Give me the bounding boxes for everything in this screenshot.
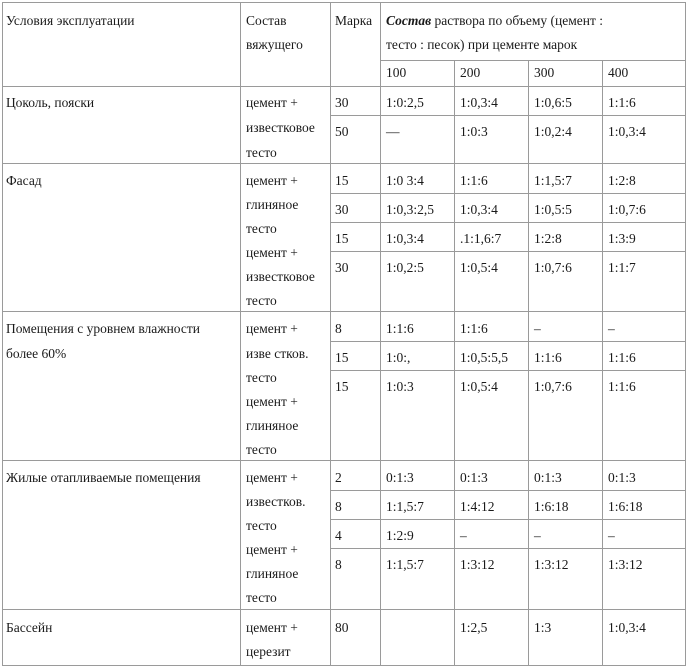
binder-line: тесто <box>246 221 277 236</box>
ratio-cell: – <box>534 528 541 543</box>
binder-line: тесто <box>246 442 277 457</box>
binder-line: цемент + <box>246 321 298 336</box>
ratio-cell: 1:0,5:4 <box>460 260 498 275</box>
row-divider <box>2 86 686 87</box>
condition-facade: Фасад <box>6 173 42 188</box>
header-grade: Марка <box>335 13 373 28</box>
binder-line: известковое <box>246 120 315 135</box>
ratio-cell: 1:2:8 <box>608 173 636 188</box>
grade-cell: 15 <box>335 173 349 188</box>
ratio-cell: – <box>608 528 615 543</box>
ratio-cell: 1:2:9 <box>386 528 414 543</box>
header-composition <box>386 13 603 29</box>
header-cement-grade-200: 200 <box>460 65 481 80</box>
group-divider <box>2 163 686 164</box>
header-cement-grade-400: 400 <box>608 65 629 80</box>
ratio-cell: 0:1:3 <box>386 470 414 485</box>
condition-humid-rooms: Помещения с уровнем влажности <box>6 321 201 336</box>
row-divider <box>330 251 686 252</box>
ratio-cell: 1:3:12 <box>608 557 643 572</box>
binder-line: глиняное <box>246 566 299 581</box>
binder-line: цемент + <box>246 245 298 260</box>
ratio-cell: 0:1:3 <box>460 470 488 485</box>
binder-line: цемент + <box>246 620 298 635</box>
binder-line: церезит <box>246 644 291 659</box>
header-composition-emphasis: Состав <box>386 13 432 28</box>
ratio-cell: 1:3:12 <box>460 557 495 572</box>
grade-cell: 4 <box>335 528 342 543</box>
group-divider <box>2 311 686 312</box>
row-divider <box>330 370 686 371</box>
table-border-bottom <box>2 665 686 666</box>
ratio-cell: 1:4:12 <box>460 499 495 514</box>
binder-line: известков. <box>246 494 306 509</box>
binder-line: цемент + <box>246 95 298 110</box>
row-divider <box>330 115 686 116</box>
ratio-cell: — <box>386 124 400 139</box>
binder-line: тесто <box>246 293 277 308</box>
column-divider <box>528 60 529 666</box>
ratio-cell: 1:3:9 <box>608 231 636 246</box>
ratio-cell: 1:1:6 <box>386 321 414 336</box>
binder-line: тесто <box>246 590 277 605</box>
grade-cell: 30 <box>335 260 349 275</box>
ratio-cell: 1:0:3 <box>386 379 414 394</box>
ratio-cell: 1:0 3:4 <box>386 173 424 188</box>
ratio-cell: 1:0,7:6 <box>534 260 572 275</box>
column-divider <box>602 60 603 666</box>
grade-cell: 80 <box>335 620 349 635</box>
grade-cell: 30 <box>335 202 349 217</box>
ratio-cell: 1:3:12 <box>534 557 569 572</box>
grade-cell: 50 <box>335 124 349 139</box>
header-cement-grade-100: 100 <box>386 65 407 80</box>
header-conditions: Условия эксплуатации <box>6 13 135 28</box>
ratio-cell: 1:0,6:5 <box>534 95 572 110</box>
column-divider <box>240 2 241 666</box>
row-divider <box>330 193 686 194</box>
row-divider <box>330 519 686 520</box>
ratio-cell: 1:0,2:5 <box>386 260 424 275</box>
ratio-cell: 1:0,3:4 <box>608 620 646 635</box>
binder-line: цемент + <box>246 542 298 557</box>
column-divider <box>330 2 331 666</box>
ratio-cell: 1:2,5 <box>460 620 488 635</box>
ratio-cell: 1:1:6 <box>608 95 636 110</box>
header-binder-line-1: Состав <box>246 13 287 28</box>
grade-cell: 8 <box>335 499 342 514</box>
grade-cell: 2 <box>335 470 342 485</box>
grade-cell: 15 <box>335 350 349 365</box>
ratio-cell: 0:1:3 <box>534 470 562 485</box>
grade-cell: 8 <box>335 557 342 572</box>
ratio-cell: 1:1:6 <box>608 379 636 394</box>
ratio-cell: 1:1:7 <box>608 260 636 275</box>
row-divider <box>330 222 686 223</box>
ratio-cell: 1:1:6 <box>534 350 562 365</box>
binder-line: глиняное <box>246 418 299 433</box>
condition-heated-living: Жилые отапливаемые помещения <box>6 470 201 485</box>
ratio-cell: 1:1,5:7 <box>386 499 424 514</box>
ratio-cell: 1:1:6 <box>608 350 636 365</box>
column-divider <box>380 2 381 666</box>
binder-line: цемент + <box>246 470 298 485</box>
ratio-cell: 1:6:18 <box>608 499 643 514</box>
ratio-cell: 1:2:8 <box>534 231 562 246</box>
ratio-cell: 1:0,5:5 <box>534 202 572 217</box>
ratio-cell: 1:0,5:5,5 <box>460 350 509 365</box>
ratio-cell: 0:1:3 <box>608 470 636 485</box>
ratio-cell: 1:0,5:4 <box>460 379 498 394</box>
ratio-cell: 1:0,3:4 <box>386 231 424 246</box>
ratio-cell: – <box>534 321 541 336</box>
ratio-cell: 1:1:6 <box>460 321 488 336</box>
ratio-cell: 1:0,3:4 <box>460 95 498 110</box>
header-composition-rest: раствора по объему (цемент : <box>431 13 604 28</box>
ratio-cell: .1:1,6:7 <box>460 231 502 246</box>
ratio-cell: 1:1,5:7 <box>386 557 424 572</box>
ratio-cell: 1:3 <box>534 620 552 635</box>
binder-line: цемент + <box>246 394 298 409</box>
binder-line: цемент + <box>246 173 298 188</box>
ratio-cell: 1:0,3:4 <box>608 124 646 139</box>
binder-line: тесто <box>246 370 277 385</box>
ratio-cell: 1:1:6 <box>460 173 488 188</box>
ratio-cell: 1:0:, <box>386 350 411 365</box>
header-cement-grade-300: 300 <box>534 65 555 80</box>
row-divider <box>330 548 686 549</box>
condition-plinth: Цоколь, пояски <box>6 95 95 110</box>
row-divider <box>330 341 686 342</box>
condition-pool: Бассейн <box>6 620 53 635</box>
binder-line: тесто <box>246 518 277 533</box>
row-divider <box>380 60 686 61</box>
table-border-top <box>2 2 686 3</box>
column-divider <box>454 60 455 666</box>
grade-cell: 30 <box>335 95 349 110</box>
ratio-cell: 1:0:2,5 <box>386 95 424 110</box>
grade-cell: 8 <box>335 321 342 336</box>
binder-line: глиняное <box>246 197 299 212</box>
grade-cell: 15 <box>335 231 349 246</box>
group-divider <box>2 460 686 461</box>
header-composition-line-2: тесто : песок) при цементе марок <box>386 37 578 52</box>
ratio-cell: 1:6:18 <box>534 499 569 514</box>
binder-line: изве стков. <box>246 346 309 361</box>
binder-line: тесто <box>246 145 277 160</box>
table-border-right <box>685 2 686 666</box>
binder-line: известковое <box>246 269 315 284</box>
ratio-cell: – <box>608 321 615 336</box>
ratio-cell: 1:0:3 <box>460 124 488 139</box>
ratio-cell: 1:0,7:6 <box>534 379 572 394</box>
grade-cell: 15 <box>335 379 349 394</box>
ratio-cell: – <box>460 528 467 543</box>
condition-humid-rooms-line-2: более 60% <box>6 346 67 361</box>
row-divider <box>330 490 686 491</box>
ratio-cell: 1:0,3:2,5 <box>386 202 435 217</box>
ratio-cell: 1:0,2:4 <box>534 124 572 139</box>
ratio-cell: 1:1,5:7 <box>534 173 572 188</box>
ratio-cell: 1:0,3:4 <box>460 202 498 217</box>
table-border-left <box>2 2 3 666</box>
ratio-cell: 1:0,7:6 <box>608 202 646 217</box>
group-divider <box>2 609 686 610</box>
header-binder-line-2: вяжущего <box>246 37 303 52</box>
